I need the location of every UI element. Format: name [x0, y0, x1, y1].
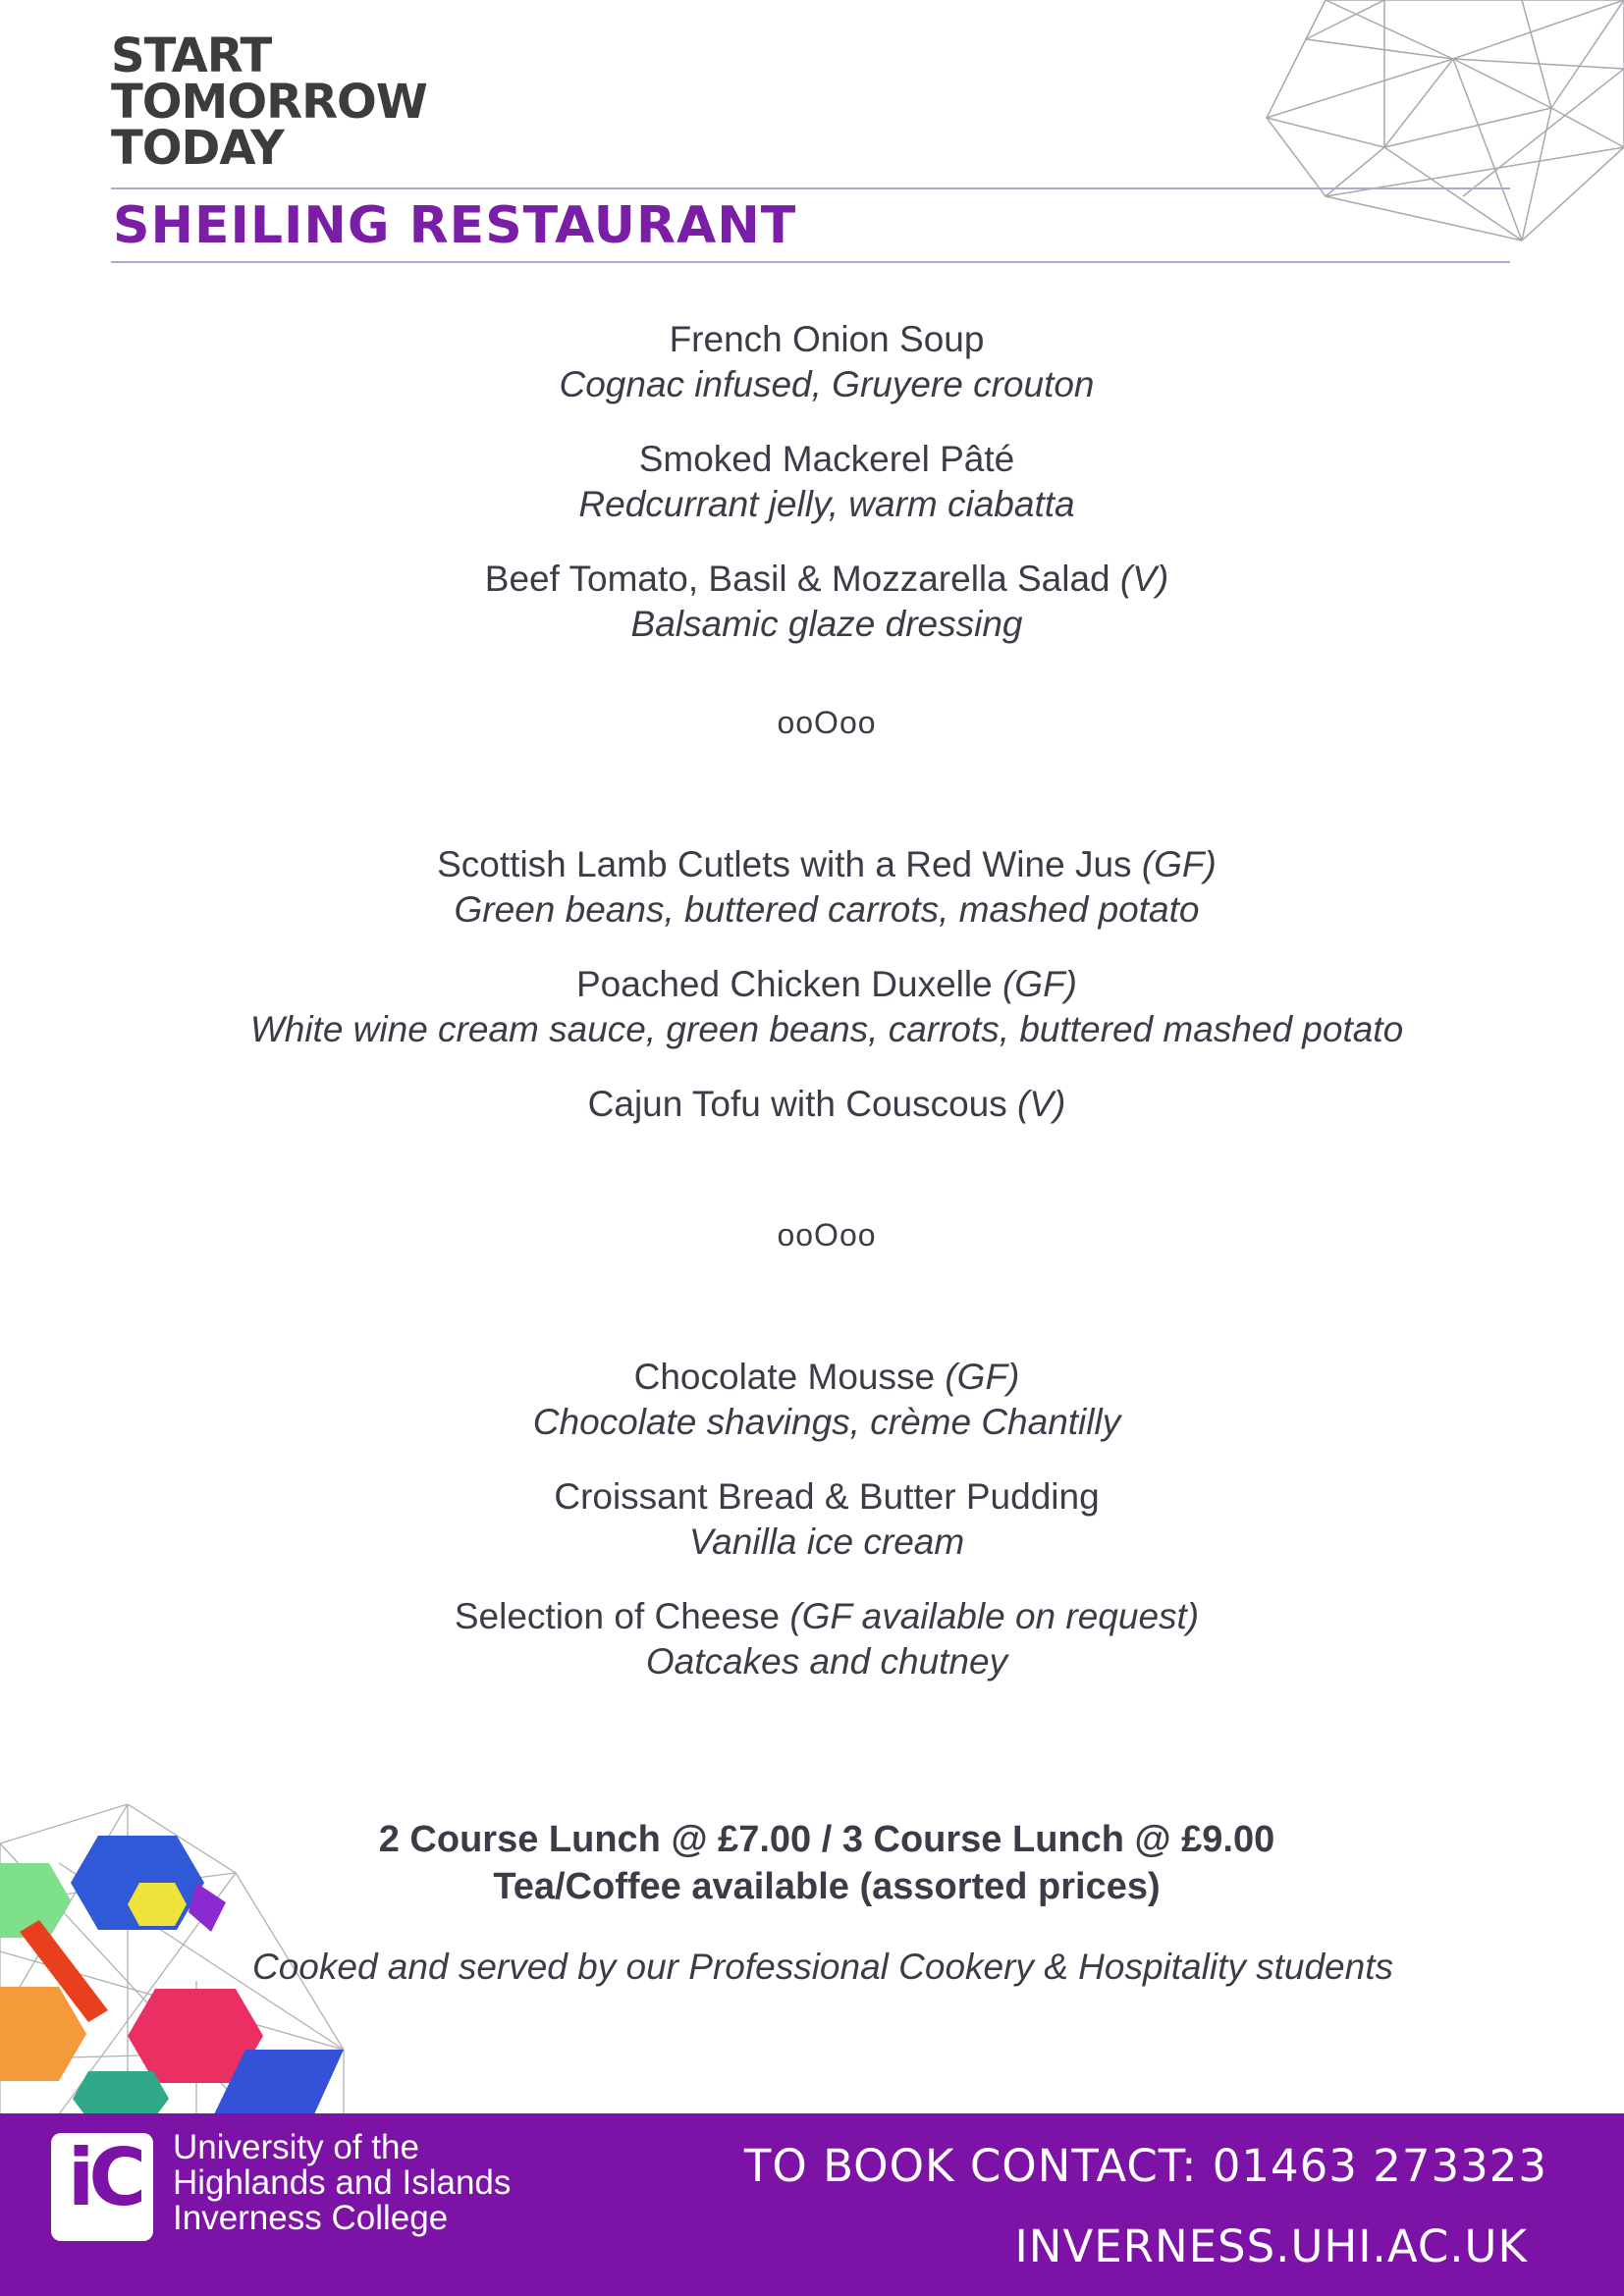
menu-item — [0, 842, 1624, 933]
pricing-line: Tea/Coffee available (assorted prices) — [493, 1866, 1161, 1907]
university-name-line: Highlands and Islands — [173, 2163, 512, 2202]
dish-name: Selection of Cheese (GF available on request) — [454, 1596, 1200, 1636]
booking-contact: TO BOOK CONTACT: 01463 273323 — [743, 2140, 1547, 2192]
website-link[interactable]: INVERNESS.UHI.AC.UK — [1014, 2220, 1528, 2272]
header-rule-bottom — [111, 261, 1510, 263]
college-logo-text: iC — [67, 2132, 141, 2223]
tagline — [111, 28, 427, 176]
university-name-line: University of the — [173, 2128, 419, 2166]
dish-description: Green beans, buttered carrots, mashed potato — [454, 889, 1200, 930]
tagline-line: START — [111, 28, 272, 83]
pricing-line: 2 Course Lunch @ £7.00 / 3 Course Lunch @ £9.00 — [378, 1819, 1275, 1860]
dish-description: Vanilla ice cream — [688, 1522, 965, 1562]
dish-name: Croissant Bread & Butter Pudding — [554, 1476, 1100, 1517]
pricing — [0, 1816, 1624, 1910]
menu-item — [0, 437, 1624, 527]
dish-description: Redcurrant jelly, warm ciabatta — [578, 484, 1075, 524]
menu-item — [0, 557, 1624, 647]
dish-description: Oatcakes and chutney — [645, 1641, 1008, 1682]
dish-description: Chocolate shavings, crème Chantilly — [532, 1402, 1121, 1442]
course-separator: ooOoo — [777, 705, 877, 740]
starters-section — [0, 317, 1624, 647]
header-rule-top — [111, 187, 1510, 189]
dish-name: Chocolate Mousse (GF) — [633, 1357, 1020, 1397]
dish-description: White wine cream sauce, green beans, carrots, buttered mashed potato — [249, 1009, 1404, 1049]
desserts-section — [0, 1355, 1624, 1684]
dish-name: Poached Chicken Duxelle (GF) — [575, 964, 1077, 1004]
dish-name: Beef Tomato, Basil & Mozzarella Salad (V) — [484, 559, 1169, 599]
dish-description: Balsamic glaze dressing — [630, 604, 1023, 644]
menu-item — [0, 317, 1624, 407]
university-name-line: Inverness College — [173, 2199, 449, 2237]
tagline-line: TODAY — [111, 121, 284, 176]
dish-name: Smoked Mackerel Pâté — [638, 439, 1015, 479]
university-name — [173, 2130, 511, 2236]
dish-description: Cognac infused, Gruyere crouton — [559, 364, 1095, 404]
menu-item — [0, 1082, 1624, 1127]
tagline-line: TOMORROW — [111, 75, 427, 130]
course-separator: ooOoo — [777, 1217, 877, 1253]
mains-section — [0, 842, 1624, 1127]
menu-item — [0, 1355, 1624, 1445]
geometric-pattern-top — [1227, 0, 1624, 245]
menu-item — [0, 962, 1624, 1052]
credit-line: Cooked and served by our Professional Cookery & Hospitality students — [252, 1947, 1393, 1987]
dish-name: Scottish Lamb Cutlets with a Red Wine Jus (GF) — [437, 844, 1217, 884]
menu-item — [0, 1474, 1624, 1565]
dish-name: French Onion Soup — [669, 319, 985, 359]
menu-item — [0, 1594, 1624, 1684]
dish-name: Cajun Tofu with Couscous (V) — [587, 1084, 1066, 1124]
restaurant-title: SHEILING RESTAURANT — [113, 196, 797, 255]
